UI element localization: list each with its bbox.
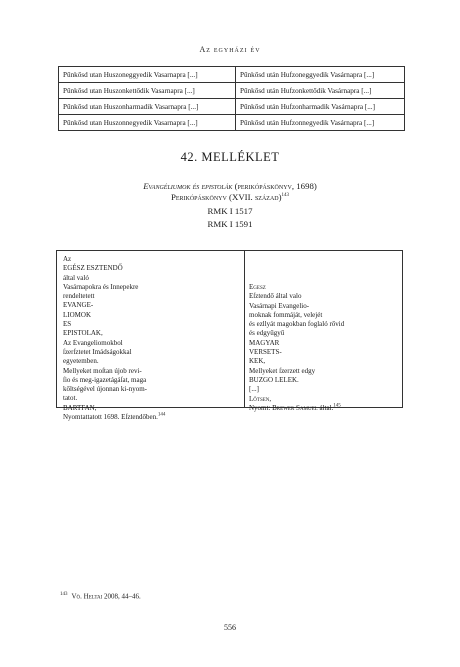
section-title: 42. MELLÉKLET [180, 150, 280, 164]
text-line: VERSETS- [249, 348, 282, 357]
running-head: Az egyházi év [199, 45, 261, 54]
subtitle-rest: (perikópáskönyv, 1698) [232, 181, 317, 191]
subtitle-2-text: Perikópáskönyv (XVII. század) [170, 192, 282, 202]
text-line: kőltségével újonnan ki-nyom- [63, 385, 147, 394]
table-cell: Pűnkősd utan Huszonkettődik Vasarnapra [...] [59, 83, 236, 99]
text-line: Az Evangeliomokbol [63, 338, 123, 347]
table-cell: Pűnkősd utan Huszonharmadik Vasarnapra [...] [59, 99, 236, 115]
text-line: LIOMOK [63, 310, 91, 319]
imprint-suffix: által. [317, 403, 334, 412]
footnote-ref: 145 [333, 403, 341, 409]
footnote-ref: 144 [157, 412, 166, 418]
text-line: BARTFAN, [63, 403, 97, 412]
text-line: Lőtsen, [249, 394, 272, 403]
text-line: ſzerſztetet Imádságokkal [63, 347, 132, 356]
text-line: által való [63, 273, 89, 282]
text-line: moknak fommáját, velejét [249, 310, 323, 319]
text-line: EPISTOLAK, [63, 329, 103, 338]
footnote-number: 143 [60, 592, 68, 597]
text-line: MAGYAR [249, 338, 280, 347]
table-cell: Pűnkősd után Hufzonkettődik Vasárnapra [...] [236, 83, 405, 99]
text-line: Eſztendő által valo [249, 292, 302, 301]
table-row [59, 115, 405, 131]
table-row [59, 99, 405, 115]
table-cell: Pűnkősd után Hufzonnegyedik Vasárnapra [...] [236, 115, 405, 131]
section-subtitle [0, 181, 460, 192]
text-line: egyetemben. [63, 357, 99, 366]
text-line: ſio és meg-igazetágáſat, maga [63, 375, 147, 384]
comparison-table [58, 66, 405, 131]
rmk-reference: RMK I 1517 [207, 206, 253, 216]
text-line: rendeltetett [63, 292, 95, 301]
text-line [249, 404, 399, 413]
text-line: [...] [249, 385, 259, 394]
footnote-ref: 143 [281, 193, 290, 199]
text-line: és ezllyát magokban foglaló rővid [249, 320, 345, 329]
section-subtitle-2 [0, 192, 460, 203]
text-line: KEK, [249, 357, 266, 366]
text-line: Vasárnapi Evangelio- [249, 301, 310, 310]
imprint-prefix: Nyomt: [249, 403, 273, 412]
imprint-text: Nyomtattatott 1698. Eſztendőben. [63, 413, 158, 422]
text-line: Mellyeket ſzerzett edgy [249, 366, 316, 375]
text-line: Mellyeket moſtan újob revi- [63, 366, 142, 375]
printer-name: Brewer Samuel [272, 403, 318, 412]
text-line: BUZGO LELEK. [249, 375, 299, 384]
text-line: EGÉSZ ESZTENDŐ [63, 264, 123, 273]
title-page-comparison-box [56, 250, 403, 422]
table-cell: Pűnkősd utan Huszonnegyedik Vasarnapra [...] [59, 115, 236, 131]
text-line: ES [63, 320, 72, 329]
table-cell: Pűnkősd után Hufzoneggyedik Vasárnapra [...] [236, 67, 405, 83]
text-line: Egesz [249, 283, 266, 291]
column-divider [244, 251, 245, 407]
left-title-page [63, 255, 241, 422]
table-cell: Pűnkősd utan Huszoneggyedik Vasarnapra [...] [59, 67, 236, 83]
right-title-page [249, 283, 399, 413]
text-line: Az [63, 255, 72, 263]
footnote [60, 592, 141, 600]
text-line: és edgyűgyű [249, 329, 285, 338]
text-line [63, 413, 241, 422]
footnote-text: Vö. Heltai 2008, 44–46. [71, 592, 141, 601]
table-row [59, 83, 405, 99]
page-number: 556 [224, 623, 236, 632]
text-line: tatot. [63, 394, 78, 403]
table-row [59, 67, 405, 83]
rmk-reference: RMK I 1591 [207, 219, 253, 229]
subtitle-italic: Evangéliumok és epistolák [143, 181, 233, 191]
table-cell: Pűnkősd után Hufzonharmadik Vasárnapra [...] [236, 99, 405, 115]
text-line: EVANGE- [63, 301, 94, 310]
text-line: Vasárnapokra és Innepekre [63, 282, 139, 291]
